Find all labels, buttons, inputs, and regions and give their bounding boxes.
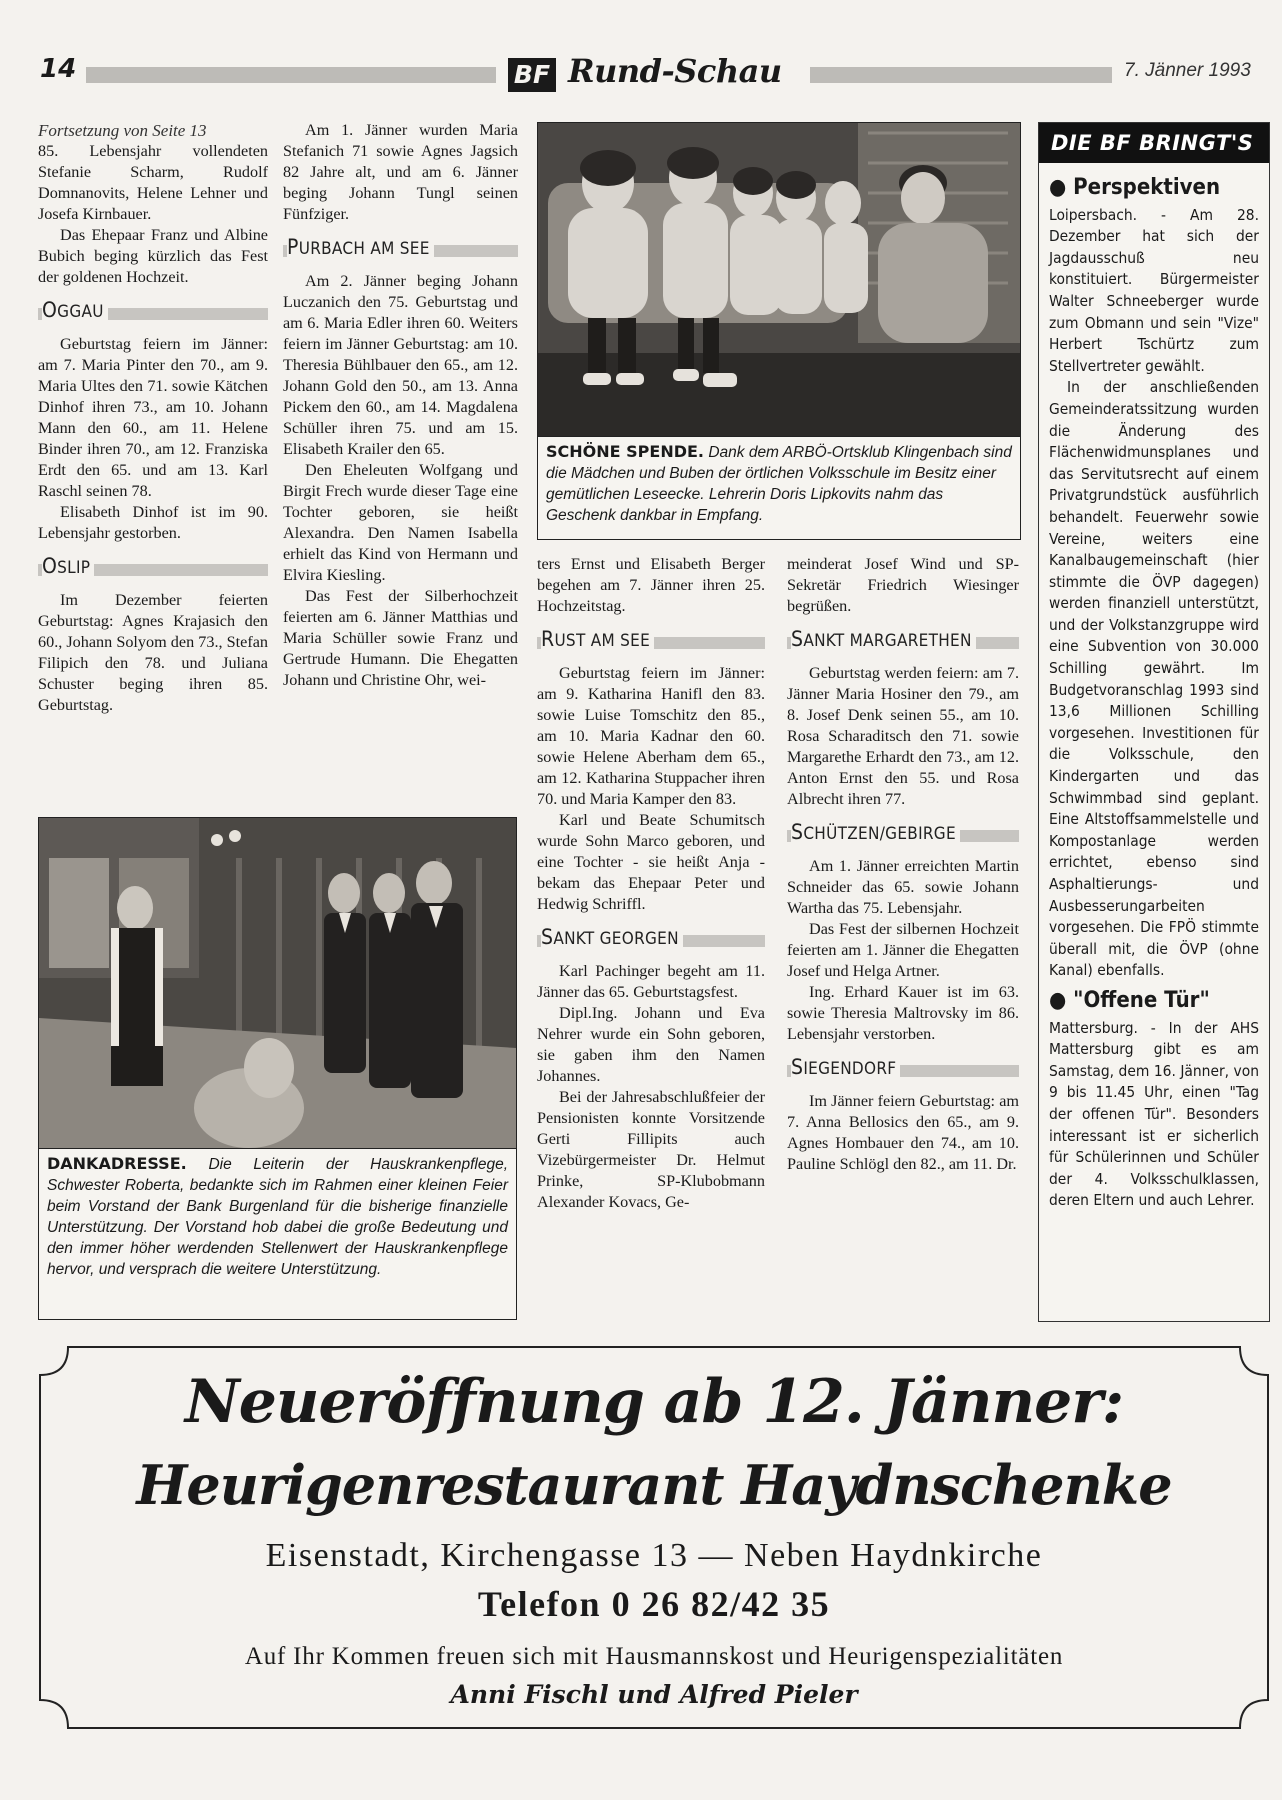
- article-text: Dipl.Ing. Johann und Eva Nehrer wurde ein Sohn geboren, sie gaben ihm den Namen Johannes.: [537, 1004, 765, 1085]
- photo-caption-dankadresse: DANKADRESSE. Die Leiterin der Hauskrankenpflege, Schwester Roberta, bedankte sich im Rahmen einer kleinen Feier beim Vorstand der Bank Burgenland für die bisherige finanzielle Unterstützung. Der Vorstand hob dabei die große Bedeutung und den immer höher werdenden Stellenwert der Hauskrankenpflege hervor, und versprach die weitere Unterstützung.: [38, 1149, 517, 1320]
- section-heading-schuetzen: SCHÜTZEN/GEBIRGE: [787, 822, 1019, 846]
- ad-tagline: Auf Ihr Kommen freuen sich mit Hausmannskost und Heurigenspezialitäten: [244, 1643, 1064, 1670]
- article-text: Ing. Erhard Kauer ist im 63. sowie Theresia Maltrovsky im 86. Lebensjahr verstorben.: [787, 983, 1019, 1043]
- sidebar-title: DIE BF BRINGT'S: [1039, 123, 1269, 163]
- sidebar-text: Mattersburg. - In der AHS Mattersburg gibt es am Samstag, dem 16. Jänner, von 9 bis 11.45 Uhr, einen "Tag der offenen Tür". Besonders interessant ist er sicherlich für Schülerinnen und Schüler der 4. Volksschulklassen, deren Eltern und auch Lehrer.: [1049, 1018, 1259, 1210]
- article-text: Geburtstag feiern im Jänner: am 7. Maria Pinter den 70., am 9. Maria Ultes den 71. sowie Kätchen Dinhof ihren 73., am 10. Johann Mann den 60., am 11. Helene Binder ihren 70., am 12. Franziska Erdt den 65. und am 13. Karl Raschl seinen 78.: [38, 335, 268, 500]
- sidebar-text: In der anschließenden Gemeinderatssitzung wurden die Änderung des Flächenwidmunsplanes und das Servitutsrecht auf einem Privatgrundstück ausführlich behandelt. Feuerwehr sowie Vereine, weiters eine Kanalbaugemeinschaft (hier stimmte die ÖVP dagegen) werden finanziell unterstützt, und der Volkstanzgruppe wird eine Subvention von 30.000 Schilling gewährt. Im Budgetvoranschlag 1993 sind 13,6 Millionen Schilling vorgesehen. Investitionen für die Volksschule, den Kindergarten und das Schwimmbad sind geplant. Eine Altstoffsammelstelle und Kompostanlage werden errichtet, ebenso sind Asphaltierungs- und Ausbesserungarbeiten vorgesehen. Die FPÖ stimmte überall mit, die ÖVP (ohne Kanal) ebenfalls.: [1049, 378, 1259, 980]
- article-text: Geburtstag feiern im Jänner: am 9. Katharina Hanifl den 83. sowie Luise Tomschitz den 85., am 10. Maria Kadnar den 60. sowie Helene Aberham dem 65., am 12. Katharina Stuppacher ihren 70. und Maria Kamper den 83.: [537, 664, 765, 808]
- article-text: Karl Pachinger begeht am 11. Jänner das 65. Geburtstagsfest.: [537, 962, 765, 1001]
- column-2: [283, 120, 518, 691]
- photo-bank-board: [38, 817, 517, 1149]
- section-heading-oggau: OGGAU: [38, 300, 268, 324]
- article-text: Im Dezember feierten Geburtstag: Agnes Krajasich den 60., Johann Solyom den 73., Stefan Filipich den 78. und Juliana Schuster beging ihren 85. Geburtstag.: [38, 591, 268, 714]
- ad-phone: Telefon 0 26 82/42 35: [477, 1584, 831, 1624]
- ad-signature: Anni Fischl und Alfred Pieler: [450, 1680, 858, 1709]
- article-text: Den Eheleuten Wolfgang und Birgit Frech wurde dieser Tage eine Tochter geboren, sie heißt Alexandra. Den Namen Isabella erhielt das Kind von Hermann und Elvira Kiesling.: [283, 461, 518, 584]
- section-heading-oslip: OSLIP: [38, 556, 268, 580]
- ad-restaurant-name: Heurigenrestaurant Haydnschenke: [136, 1453, 1172, 1517]
- ad-address: Eisenstadt, Kirchengasse 13 — Neben Haydnkirche: [265, 1537, 1043, 1574]
- photo-children-reading-corner: [537, 122, 1021, 437]
- sidebar-die-bf-bringts: [1038, 122, 1270, 1322]
- article-text: ters Ernst und Elisabeth Berger begehen am 7. Jänner ihren 25. Hochzeitstag.: [537, 555, 765, 615]
- bullet-icon: ●: [1049, 987, 1067, 1013]
- sidebar-heading-offene-tuer: ● "Offene Tür": [1049, 987, 1210, 1013]
- article-text: Am 1. Jänner wurden Maria Stefanich 71 sowie Agnes Jagsich 82 Jahre alt, und am 6. Jänner beging Johann Tungl seinen Fünfziger.: [283, 121, 518, 223]
- column-1: [38, 120, 268, 716]
- continuation-note: Fortsetzung von Seite 13: [38, 121, 207, 140]
- section-heading-siegendorf: SIEGENDORF: [787, 1057, 1019, 1081]
- header-rule-right: [810, 67, 1112, 83]
- article-text: Elisabeth Dinhof ist im 90. Lebensjahr gestorben.: [38, 503, 268, 542]
- header-rule-left: [86, 67, 496, 83]
- section-heading-sankt-margarethen: SANKT MARGARETHEN: [787, 629, 1019, 653]
- article-text: Am 2. Jänner beging Johann Luczanich den 75. Geburtstag und am 6. Maria Edler ihren 60. Weiters feiern im Jänner Geburtstag: am 10. Theresia Bühlbauer den 65., am 12. Johann Gold den 50., am 13. Anna Pickem den 60., am 14. Magdalena Schüller ihren 75. und am 15. Elisabeth Krailer den 65.: [283, 272, 518, 458]
- article-text: Im Jänner feiern Geburtstag: am 7. Anna Bellosics den 65., am 9. Agnes Hombauer den 74., am 10. Pauline Schlögl den 82., am 11. Dr.: [787, 1092, 1019, 1173]
- section-heading-sankt-georgen: SANKT GEORGEN: [537, 927, 765, 951]
- article-text: Am 1. Jänner erreichten Martin Schneider das 65. sowie Johann Wartha das 75. Lebensjahr.: [787, 857, 1019, 917]
- article-text: Karl und Beate Schumitsch wurde Sohn Marco geboren, und eine Tochter - sie heißt Anja - bekam das Ehepaar Peter und Hedwig Schriffl.: [537, 811, 765, 913]
- page-number: 14: [40, 54, 77, 84]
- article-text: Das Fest der Silberhochzeit feierten am 6. Jänner Matthias und Maria Schüller sowie Franz und Gertrude Humann. Die Ehegatten Johann und Christine Ohr, wei-: [283, 587, 518, 689]
- bf-logo: BF: [508, 58, 556, 92]
- article-text: 85. Lebensjahr vollendeten Stefanie Scharm, Rudolf Domnanovits, Helene Lehner und Josefa Kirnbauer.: [38, 142, 268, 223]
- advertisement-haydnschenke: [38, 1345, 1270, 1730]
- column-4: [787, 554, 1019, 1175]
- article-text: Geburtstag werden feiern: am 7. Jänner Maria Hosiner den 79., am 8. Josef Denk seinen 55., am 10. Rosa Scharaditsch den 71. sowie Margarethe Erhardt den 73., am 12. Anton Ernst den 55. und Rosa Albrecht ihren 77.: [787, 664, 1019, 808]
- issue-date: 7. Jänner 1993: [1124, 60, 1251, 81]
- photo-caption-schoene-spende: SCHÖNE SPENDE. Dank dem ARBÖ-Ortsklub Klingenbach sind die Mädchen und Buben der örtlichen Volksschule im Besitz einer gemütlichen Leseecke. Lehrerin Doris Lipkovits nahm das Geschenk dankbar in Empfang.: [537, 437, 1021, 540]
- column-3: [537, 554, 765, 1213]
- bullet-icon: ●: [1049, 175, 1067, 200]
- sidebar-text: Loipersbach. - Am 28. Dezember hat sich der Jagdausschuß neu konstituiert. Bürgermeister Walter Schneeberger wurde zum Obmann und sein "Vize" Herbert Tschürtz zum Stellvertreter gewählt.: [1049, 205, 1259, 375]
- sidebar-heading-perspektiven: ● Perspektiven: [1049, 175, 1221, 200]
- section-heading-purbach: PURBACH AM SEE: [283, 237, 518, 261]
- article-text: Das Fest der silbernen Hochzeit feierten am 1. Jänner die Ehegatten Josef und Helga Artner.: [787, 920, 1019, 980]
- article-text: Bei der Jahresabschlußfeier der Pensionisten konnte Vorsitzende Gerti Fillipits auch Vizebürgermeister Dr. Helmut Prinke, SP-Klubobmann Alexander Kovacs, Ge-: [537, 1088, 765, 1211]
- section-heading-rust: RUST AM SEE: [537, 629, 765, 653]
- section-title: Rund-Schau: [568, 52, 782, 90]
- article-text: meinderat Josef Wind und SP-Sekretär Friedrich Wiesinger begrüßen.: [787, 555, 1019, 615]
- article-text: Das Ehepaar Franz und Albine Bubich beging kürzlich das Fest der goldenen Hochzeit.: [38, 226, 268, 286]
- ad-headline: Neueröffnung ab 12. Jänner:: [184, 1367, 1124, 1437]
